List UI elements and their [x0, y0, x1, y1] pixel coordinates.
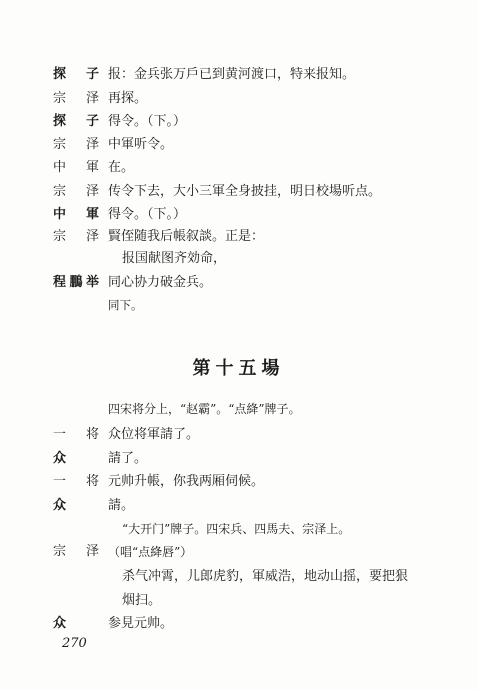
stage-direction	[0, 294, 477, 316]
dialogue-text: 得令。（下。）	[108, 207, 187, 222]
dialogue-line	[0, 204, 477, 226]
speaker-name: 众	[53, 616, 67, 631]
dialogue-line	[0, 64, 477, 86]
verse-text: 杀气冲霄，儿郎虎豹，軍威浩，地动山摇，要把狠	[122, 569, 409, 584]
dialogue-line	[0, 471, 477, 493]
dialogue-text: 报：金兵张万戶已到黄河渡口，特来报知。	[108, 67, 356, 82]
dialogue-text: 請了。	[108, 451, 148, 466]
dialogue-line	[0, 448, 477, 470]
speaker-name: 众	[53, 498, 67, 513]
dialogue-text: 請。	[108, 498, 135, 513]
dialogue-line	[0, 157, 477, 179]
speaker-name: 宗 泽	[53, 91, 99, 106]
stage-direction-text: 同下。	[108, 298, 143, 312]
speaker-name: 宗 泽	[53, 137, 99, 152]
speaker-name: 程鵬举	[53, 275, 99, 290]
verse-text: 烟扫。	[122, 593, 162, 608]
stage-direction-text: “大开门”牌子。四宋兵、四馬夫、宗泽上。	[122, 522, 351, 536]
speaker-name: 一 将	[53, 427, 99, 442]
dialogue-line	[0, 134, 477, 156]
dialogue-line	[0, 88, 477, 110]
dialogue-text: 再探。	[108, 91, 148, 106]
dialogue-line	[0, 541, 477, 563]
speaker-name: 探 子	[53, 67, 99, 82]
speaker-name: 宗 泽	[53, 544, 99, 559]
dialogue-line	[0, 613, 477, 635]
dialogue-text: （唱“点絳唇”）	[108, 545, 193, 559]
dialogue-text: 同心协力破金兵。	[108, 275, 213, 290]
verse-line	[0, 248, 477, 270]
dialogue-text: 元帅升帳，你我两厢伺候。	[108, 474, 265, 489]
stage-direction	[0, 518, 477, 540]
dialogue-text: 賢侄随我后帳叙談。正是：	[108, 229, 265, 244]
dialogue-text: 得令。（下。）	[108, 114, 187, 129]
dialogue-line	[0, 226, 477, 248]
speaker-name: 众	[53, 451, 67, 466]
speaker-name: 探 子	[53, 114, 99, 129]
speaker-name: 中 軍	[53, 207, 99, 222]
dialogue-line	[0, 424, 477, 446]
dialogue-text: 众位将軍請了。	[108, 427, 200, 442]
verse-line	[0, 590, 477, 612]
speaker-name: 一 将	[53, 474, 99, 489]
page-number: 270	[62, 636, 87, 651]
dialogue-text: 在。	[108, 160, 135, 175]
dialogue-line	[0, 495, 477, 517]
stage-direction	[0, 398, 477, 420]
verse-text: 报国献图齐効命，	[122, 251, 227, 266]
scene-heading: 第十五場	[192, 358, 285, 379]
dialogue-line	[0, 181, 477, 203]
verse-line	[0, 566, 477, 588]
stage-direction-text: 四宋将分上，“赵霸”。“点絳”牌子。	[108, 402, 301, 416]
speaker-name: 中 軍	[53, 160, 99, 175]
speaker-name: 宗 泽	[53, 229, 99, 244]
dialogue-line	[0, 111, 477, 133]
dialogue-text: 参見元帅。	[108, 616, 174, 631]
speaker-name: 宗 泽	[53, 184, 99, 199]
dialogue-text: 中軍听令。	[108, 137, 174, 152]
dialogue-line	[0, 272, 477, 294]
dialogue-text: 传令下去，大小三軍全身披挂，明日校場听点。	[108, 184, 382, 199]
